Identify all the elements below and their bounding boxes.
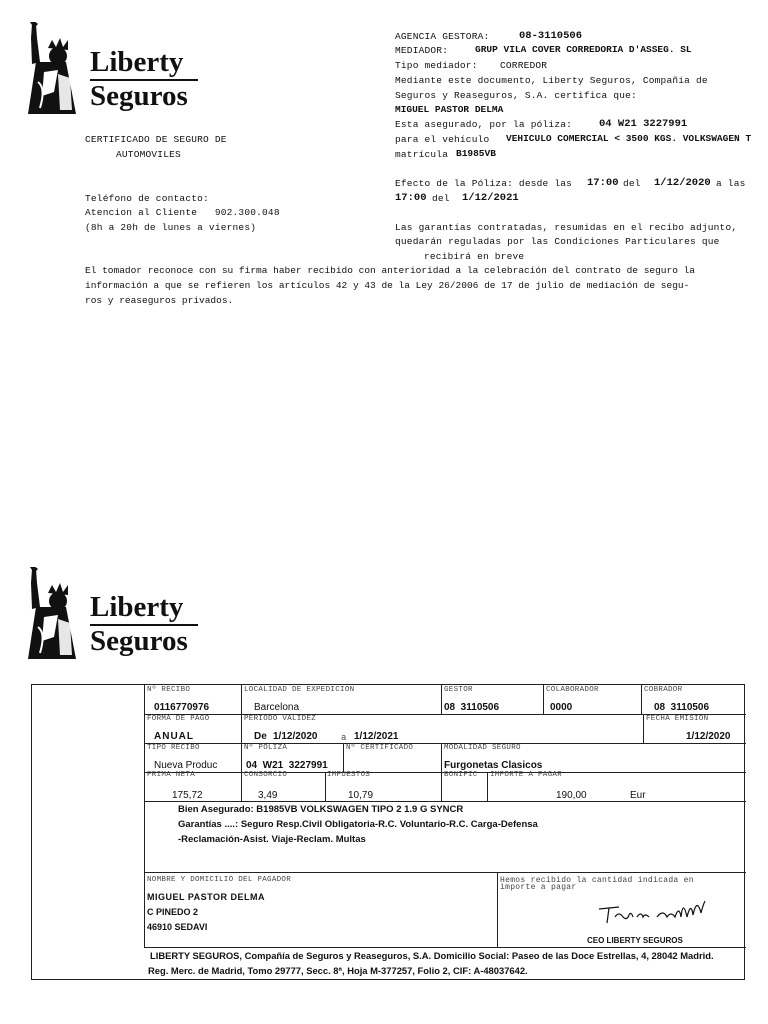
efecto-del1: del <box>623 178 641 189</box>
importe-label: IMPORTE A PAGAR <box>490 771 563 779</box>
firma-cargo: CEO LIBERTY SEGUROS <box>587 936 683 945</box>
moneda-value: Eur <box>630 790 646 801</box>
brand-seguros: Seguros <box>90 625 188 657</box>
prima-label: PRIMA NETA <box>147 771 196 779</box>
receipt-left-divider <box>144 685 145 947</box>
gestor-value: 08 3110506 <box>444 702 500 713</box>
n-poliza-value: 04 W21 3227991 <box>246 760 328 771</box>
efecto-del2: del <box>432 193 450 204</box>
mediador-value: GRUP VILA COVER CORREDORIA D'ASSEG. SL <box>475 44 692 55</box>
liberty-logo-top <box>18 22 198 117</box>
ceo-signature-icon <box>597 895 707 927</box>
importe-value: 190,00 <box>556 790 587 801</box>
prima-value: 175,72 <box>172 790 203 801</box>
tipo-recibo-label: TIPO RECIBO <box>147 744 200 752</box>
colaborador-value: 0000 <box>550 702 573 713</box>
cert-title-1: CERTIFICADO DE SEGURO DE <box>85 134 227 145</box>
brand-seguros: Seguros <box>90 80 188 112</box>
gestor-label: GESTOR <box>444 686 473 694</box>
modalidad-label: MODALIDAD SEGURO <box>444 744 521 752</box>
efecto-a-las: a las <box>716 178 746 189</box>
localidad-label: LOCALIDAD DE EXPEDICION <box>244 686 355 694</box>
periodo-desde: 1/12/2020 <box>273 731 318 742</box>
n-poliza-label: Nº POLIZA <box>244 744 288 752</box>
efecto-hora2: 17:00 <box>395 192 427 204</box>
periodo-a: a <box>341 733 347 743</box>
efecto-fecha2: 1/12/2021 <box>462 192 519 204</box>
pagador-label: NOMBRE Y DOMICILIO DEL PAGADOR <box>147 876 292 884</box>
brand-liberty: Liberty <box>90 591 184 623</box>
atencion-cliente: Atencion al Cliente 902.300.048 <box>85 207 280 218</box>
horario: (8h a 20h de lunes a viernes) <box>85 222 257 233</box>
n-certificado-label: Nº CERTIFICADO <box>346 744 414 752</box>
efecto-label: Efecto de la Póliza: desde las <box>395 178 573 189</box>
cobrador-label: COBRADOR <box>644 686 683 694</box>
garantias-line1: Las garantías contratadas, resumidas en el recibo adjunto, <box>395 222 738 233</box>
modalidad-value: Furgonetas Clasicos <box>444 760 543 771</box>
agencia-label: AGENCIA GESTORA: <box>395 31 490 42</box>
impuestos-value: 10,79 <box>348 790 374 801</box>
statue-of-liberty-icon <box>18 567 84 663</box>
pagador-calle: C PINEDO 2 <box>147 907 199 917</box>
impuestos-label: IMPUESTOS <box>327 771 371 779</box>
recibido-line2: importe a pagar <box>500 883 577 892</box>
localidad-value: Barcelona <box>254 702 300 713</box>
n-recibo-value: 0116770976 <box>154 702 210 713</box>
vehiculo-value: VEHICULO COMERCIAL < 3500 KGS. VOLKSWAGEN T <box>506 133 752 144</box>
consorcio-value: 3,49 <box>258 790 278 801</box>
periodo-hasta: 1/12/2021 <box>354 731 399 742</box>
receipt-frame <box>31 684 745 980</box>
tomador-line3: ros y reaseguros privados. <box>85 295 234 306</box>
brand-liberty: Liberty <box>90 46 184 78</box>
efecto-fecha1: 1/12/2020 <box>654 177 711 189</box>
garantias-line2: quedarán reguladas por las Condiciones Particulares que <box>395 236 720 247</box>
tomador-line1: El tomador reconoce con su firma haber recibido con anterioridad a la celebración del contrato de seguro la <box>85 265 695 276</box>
n-recibo-label: Nº RECIBO <box>147 686 191 694</box>
cobrador-value: 08 3110506 <box>654 702 710 713</box>
forma-pago-label: FORMA DE PAGO <box>147 715 210 723</box>
matricula-label: matrícula <box>395 149 449 160</box>
bien-asegurado: Bien Asegurado: B1985VB VOLKSWAGEN TIPO 2 1.9 G SYNCR <box>178 804 464 815</box>
garantias-line3: recibirá en breve <box>424 251 525 262</box>
periodo-label: PERIODO VALIDEZ <box>244 715 317 723</box>
garantias-line2: -Reclamación-Asist. Viaje-Reclam. Multas <box>178 834 366 845</box>
fecha-emision-label: FECHA EMISION <box>646 715 709 723</box>
telefono-label: Teléfono de contacto: <box>85 193 209 204</box>
consorcio-label: CONSORCIO <box>244 771 288 779</box>
periodo-de: De <box>254 731 267 742</box>
statue-of-liberty-icon <box>18 22 84 118</box>
liberty-logo-receipt <box>18 567 198 662</box>
tipo-recibo-value: Nueva Produc <box>154 760 218 771</box>
pagador-nombre: MIGUEL PASTOR DELMA <box>147 892 266 902</box>
asegurado-name: MIGUEL PASTOR DELMA <box>395 104 504 115</box>
agencia-value: 08-3110506 <box>519 30 583 42</box>
forma-pago-value: ANUAL <box>154 731 194 742</box>
cert-title-2: AUTOMOVILES <box>116 149 181 160</box>
efecto-hora1: 17:00 <box>587 177 619 189</box>
mediador-label: MEDIADOR: <box>395 45 449 56</box>
poliza-label: Esta asegurado, por la póliza: <box>395 119 573 130</box>
pagador-cp: 46910 SEDAVI <box>147 922 208 932</box>
bonific-label: BONIFIC <box>444 771 478 779</box>
vehiculo-label: para el vehículo <box>395 134 490 145</box>
certifica-line2: Seguros y Reaseguros, S.A. certifica que: <box>395 90 637 101</box>
garantias-line1: Garantías ....: Seguro Resp.Civil Obligatoria-R.C. Voluntario-R.C. Carga-Defensa <box>178 819 538 830</box>
tipo-mediador-label: Tipo mediador: <box>395 60 478 71</box>
matricula-value: B1985VB <box>456 148 496 159</box>
colaborador-label: COLABORADOR <box>546 686 599 694</box>
footer-line1: LIBERTY SEGUROS, Compañía de Seguros y Reaseguros, S.A. Domicilio Social: Paseo de las Doce Estrellas, 4, 28042 Madrid. <box>150 950 714 961</box>
recibido-line1: Hemos recibido la cantidad indicada en <box>500 876 694 885</box>
poliza-value: 04 W21 3227991 <box>599 118 688 130</box>
tomador-line2: información a que se refieren los artículos 42 y 43 de la Ley 26/2006 de 17 de julio de mediación de segu- <box>85 280 690 291</box>
footer-line2: Reg. Merc. de Madrid, Tomo 29777, Secc. 8ª, Hoja M-377257, Folio 2, CIF: A-48037642. <box>148 965 528 976</box>
fecha-emision-value: 1/12/2020 <box>686 731 731 742</box>
tipo-mediador-value: CORREDOR <box>500 60 548 71</box>
certifica-line1: Mediante este documento, Liberty Seguros, Compañía de <box>395 75 708 86</box>
